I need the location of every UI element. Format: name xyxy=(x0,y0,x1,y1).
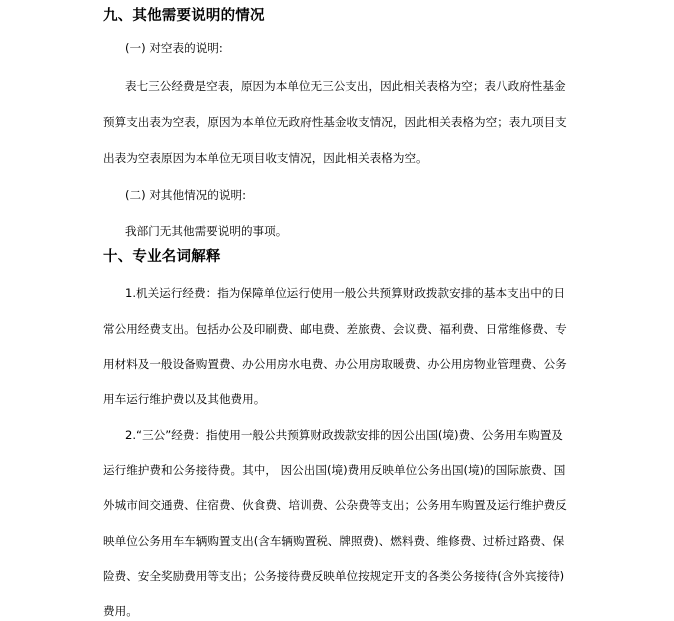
paragraph-line: 1.机关运行经费：指为保障单位运行使用一般公共预算财政拨款安排的基本支出中的日 xyxy=(125,286,566,300)
paragraph-line: 外城市间交通费、住宿费、伙食费、培训费、公杂费等支出；公务用车购置及运行维护费反 xyxy=(103,498,567,512)
subheading-other-notes: (二) 对其他情况的说明: xyxy=(125,188,246,202)
paragraph-line: 2.“三公”经费：指使用一般公共预算财政拨款安排的因公出国(境)费、公务用车购置及 xyxy=(125,428,563,442)
paragraph-line: 出表为空表原因为本单位无项目收支情况，因此相关表格为空。 xyxy=(103,151,428,165)
paragraph-line: 险费、安全奖励费用等支出；公务接待费反映单位按规定开支的各类公务接待(含外宾接待) xyxy=(103,569,565,583)
paragraph-line: 用车运行维护费以及其他费用。 xyxy=(103,392,266,406)
paragraph-line: 表七三公经费是空表，原因为本单位无三公支出，因此相关表格为空；表八政府性基金 xyxy=(125,79,566,93)
paragraph-line: 我部门无其他需要说明的事项。 xyxy=(125,224,288,238)
paragraph-line: 用材料及一般设备购置费、办公用房水电费、办公用房取暖费、办公用房物业管理费、公务 xyxy=(103,357,567,371)
paragraph-line: 运行维护费和公务接待费。其中， 因公出国(境)费用反映单位公务出国(境)的国际旅费、国 xyxy=(103,463,566,477)
section-9-heading: 九、其他需要说明的情况 xyxy=(103,8,265,24)
paragraph-line: 常公用经费支出。包括办公及印刷费、邮电费、差旅费、会议费、福利费、日常维修费、专 xyxy=(103,322,567,336)
paragraph-line: 映单位公务用车车辆购置支出(含车辆购置税、牌照费)、燃料费、维修费、过桥过路费、保 xyxy=(103,534,565,548)
subheading-empty-tables: (一) 对空表的说明: xyxy=(125,41,223,55)
paragraph-line: 预算支出表为空表，原因为本单位无政府性基金收支情况，因此相关表格为空；表九项目支 xyxy=(103,115,567,129)
paragraph-line: 费用。 xyxy=(103,604,138,618)
section-10-heading: 十、专业名词解释 xyxy=(103,249,221,265)
